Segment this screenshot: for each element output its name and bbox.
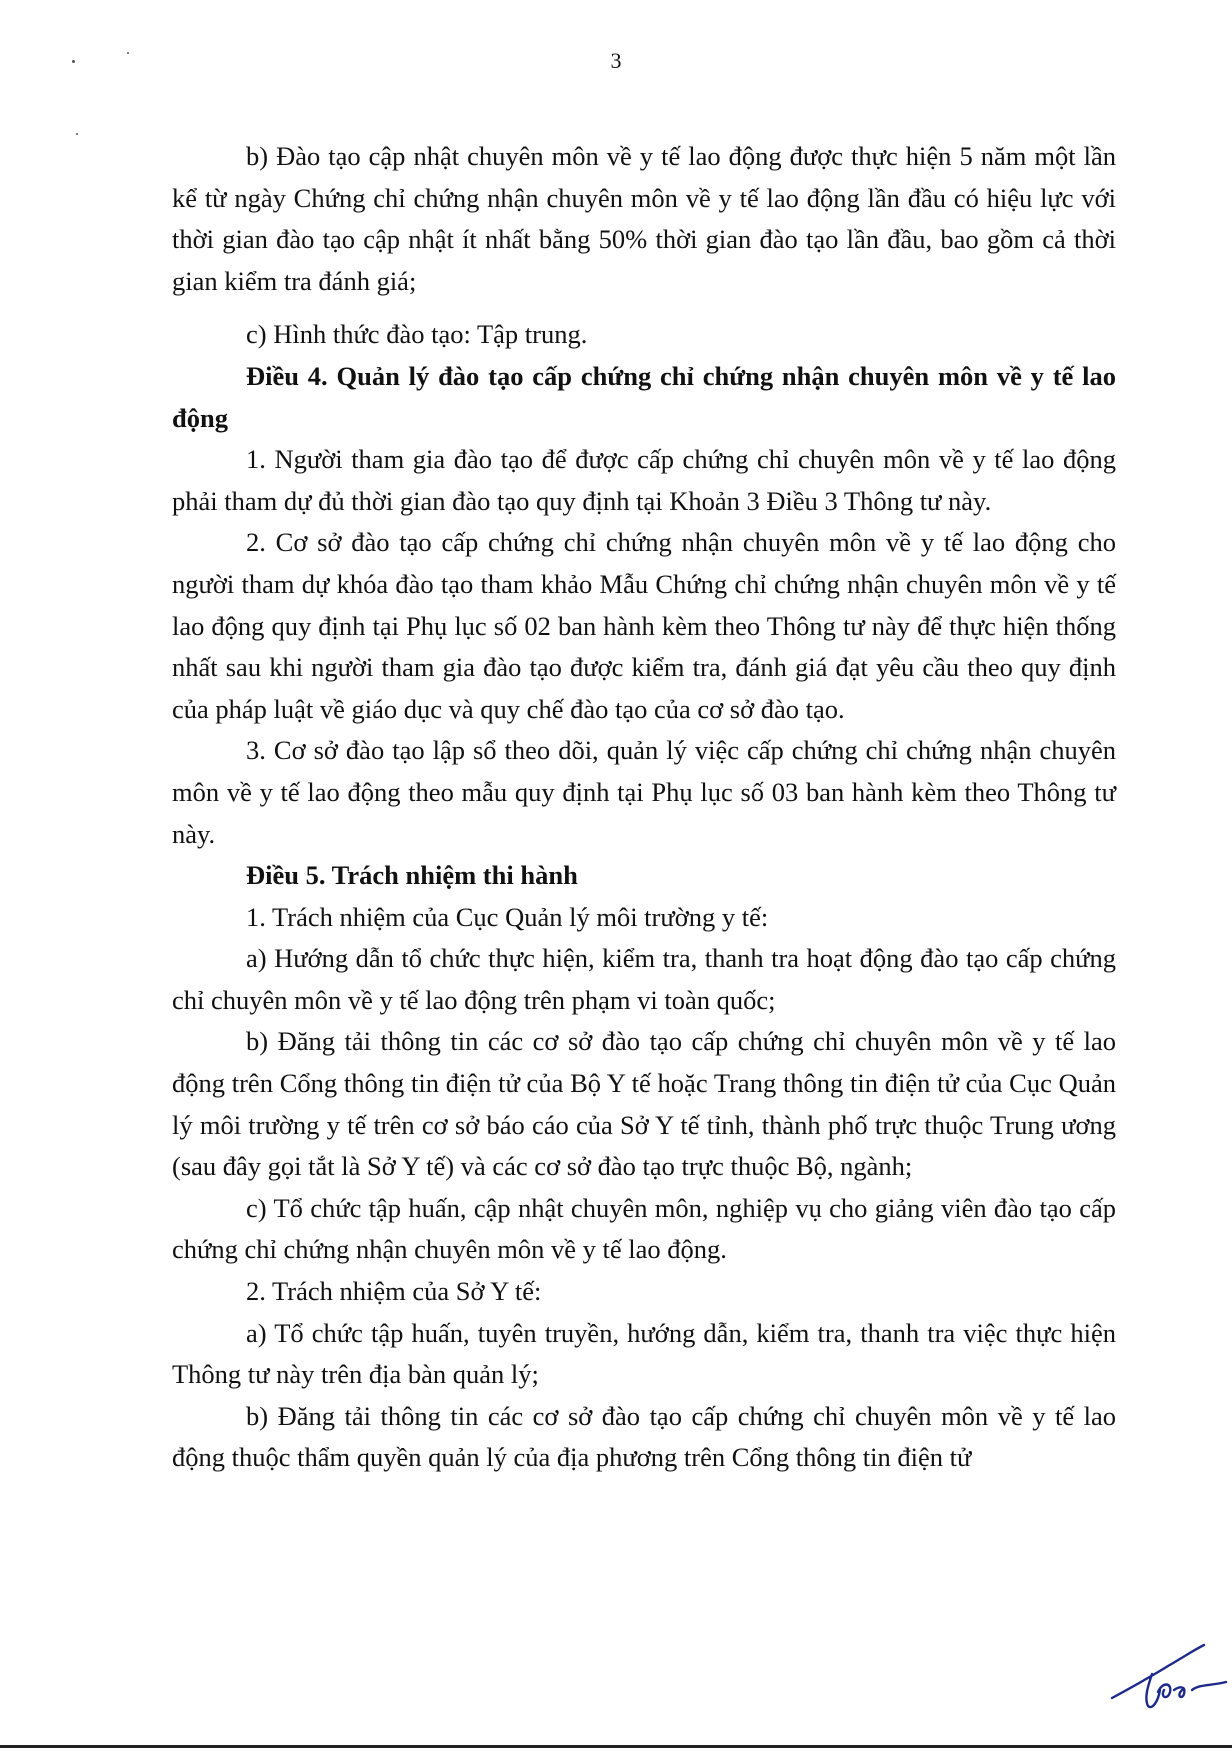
page-bottom-edge [0, 1745, 1232, 1748]
paragraph-5-1c: c) Tổ chức tập huấn, cập nhật chuyên môn, nghiệp vụ cho giảng viên đào tạo cấp chứng chỉ chứng nhận chuyên môn về y tế lao động. [172, 1192, 1116, 1265]
paragraph-4-1: 1. Người tham gia đào tạo để được cấp chứng chỉ chuyên môn về y tế lao động phải tham dự đủ thời gian đào tạo quy định tại Khoản 3 Điều 3 Thông tư này. [172, 444, 1116, 516]
scan-speck [76, 133, 78, 135]
paragraph-3c-training-form: c) Hình thức đào tạo: Tập trung. [246, 319, 588, 350]
paragraph-4-3: 3. Cơ sở đào tạo lập sổ theo dõi, quản lý việc cấp chứng chỉ chứng nhận chuyên môn về y tế lao động theo mẫu quy định tại Phụ lục số 03 ban hành kèm theo Thông tư này. [172, 735, 1116, 849]
document-body [172, 136, 1116, 1479]
paragraph-3b-update-training: b) Đào tạo cập nhật chuyên môn về y tế lao động được thực hiện 5 năm một lần kể từ ngày Chứng chỉ chứng nhận chuyên môn về y tế lao động lần đầu có hiệu lực với thời gian đào tạo cập nhật ít nhất bằng 50% thời gian đào tạo lần đầu, bao gồm cả thời gian kiểm tra đánh giá; [172, 141, 1116, 296]
paragraph-4-2: 2. Cơ sở đào tạo cấp chứng chỉ chứng nhận chuyên môn về y tế lao động cho người tham dự khóa đào tạo tham khảo Mẫu Chứng chỉ chứng nhận chuyên môn về y tế lao động quy định tại Phụ lục số 02 ban hành kèm theo Thông tư này để thực hiện thống nhất sau khi người tham gia đào tạo được kiểm tra, đánh giá đạt yêu cầu theo quy định của pháp luật về giáo dục và quy chế đào tạo của cơ sở đào tạo. [172, 527, 1116, 724]
paragraph-5-2: 2. Trách nhiệm của Sở Y tế: [246, 1276, 542, 1307]
paragraph-5-2a: a) Tổ chức tập huấn, tuyên truyền, hướng dẫn, kiểm tra, thanh tra việc thực hiện Thông tư này trên địa bàn quản lý; [172, 1317, 1116, 1390]
scan-speck [72, 60, 75, 63]
paragraph-5-1b: b) Đăng tải thông tin các cơ sở đào tạo cấp chứng chỉ chuyên môn về y tế lao động trên Cổng thông tin điện tử của Bộ Y tế hoặc Trang thông tin điện tử của Cục Quản lý môi trường y tế trên cơ sở báo cáo của Sở Y tế tỉnh, thành phố trực thuộc Trung ương (sau đây gọi tắt là Sở Y tế) và các cơ sở đào tạo trực thuộc Bộ, ngành; [172, 1026, 1116, 1182]
paragraph-5-1: 1. Trách nhiệm của Cục Quản lý môi trường y tế: [246, 901, 769, 932]
page-number: 3 [610, 48, 622, 73]
article-5-heading: Điều 5. Trách nhiệm thi hành [246, 860, 578, 891]
handwritten-initial-signature [1108, 1640, 1230, 1712]
article-4-heading: Điều 4. Quản lý đào tạo cấp chứng chỉ chứng nhận chuyên môn về y tế lao động [172, 360, 1116, 433]
paragraph-5-1a: a) Hướng dẫn tổ chức thực hiện, kiểm tra, thanh tra hoạt động đào tạo cấp chứng chỉ chuyên môn về y tế lao động trên phạm vi toàn quốc; [172, 943, 1116, 1015]
scan-speck [127, 52, 129, 54]
paragraph-5-2b: b) Đăng tải thông tin các cơ sở đào tạo cấp chứng chỉ chuyên môn về y tế lao động thuộc thẩm quyền quản lý của địa phương trên Cổng thông tin điện tử [172, 1400, 1116, 1473]
